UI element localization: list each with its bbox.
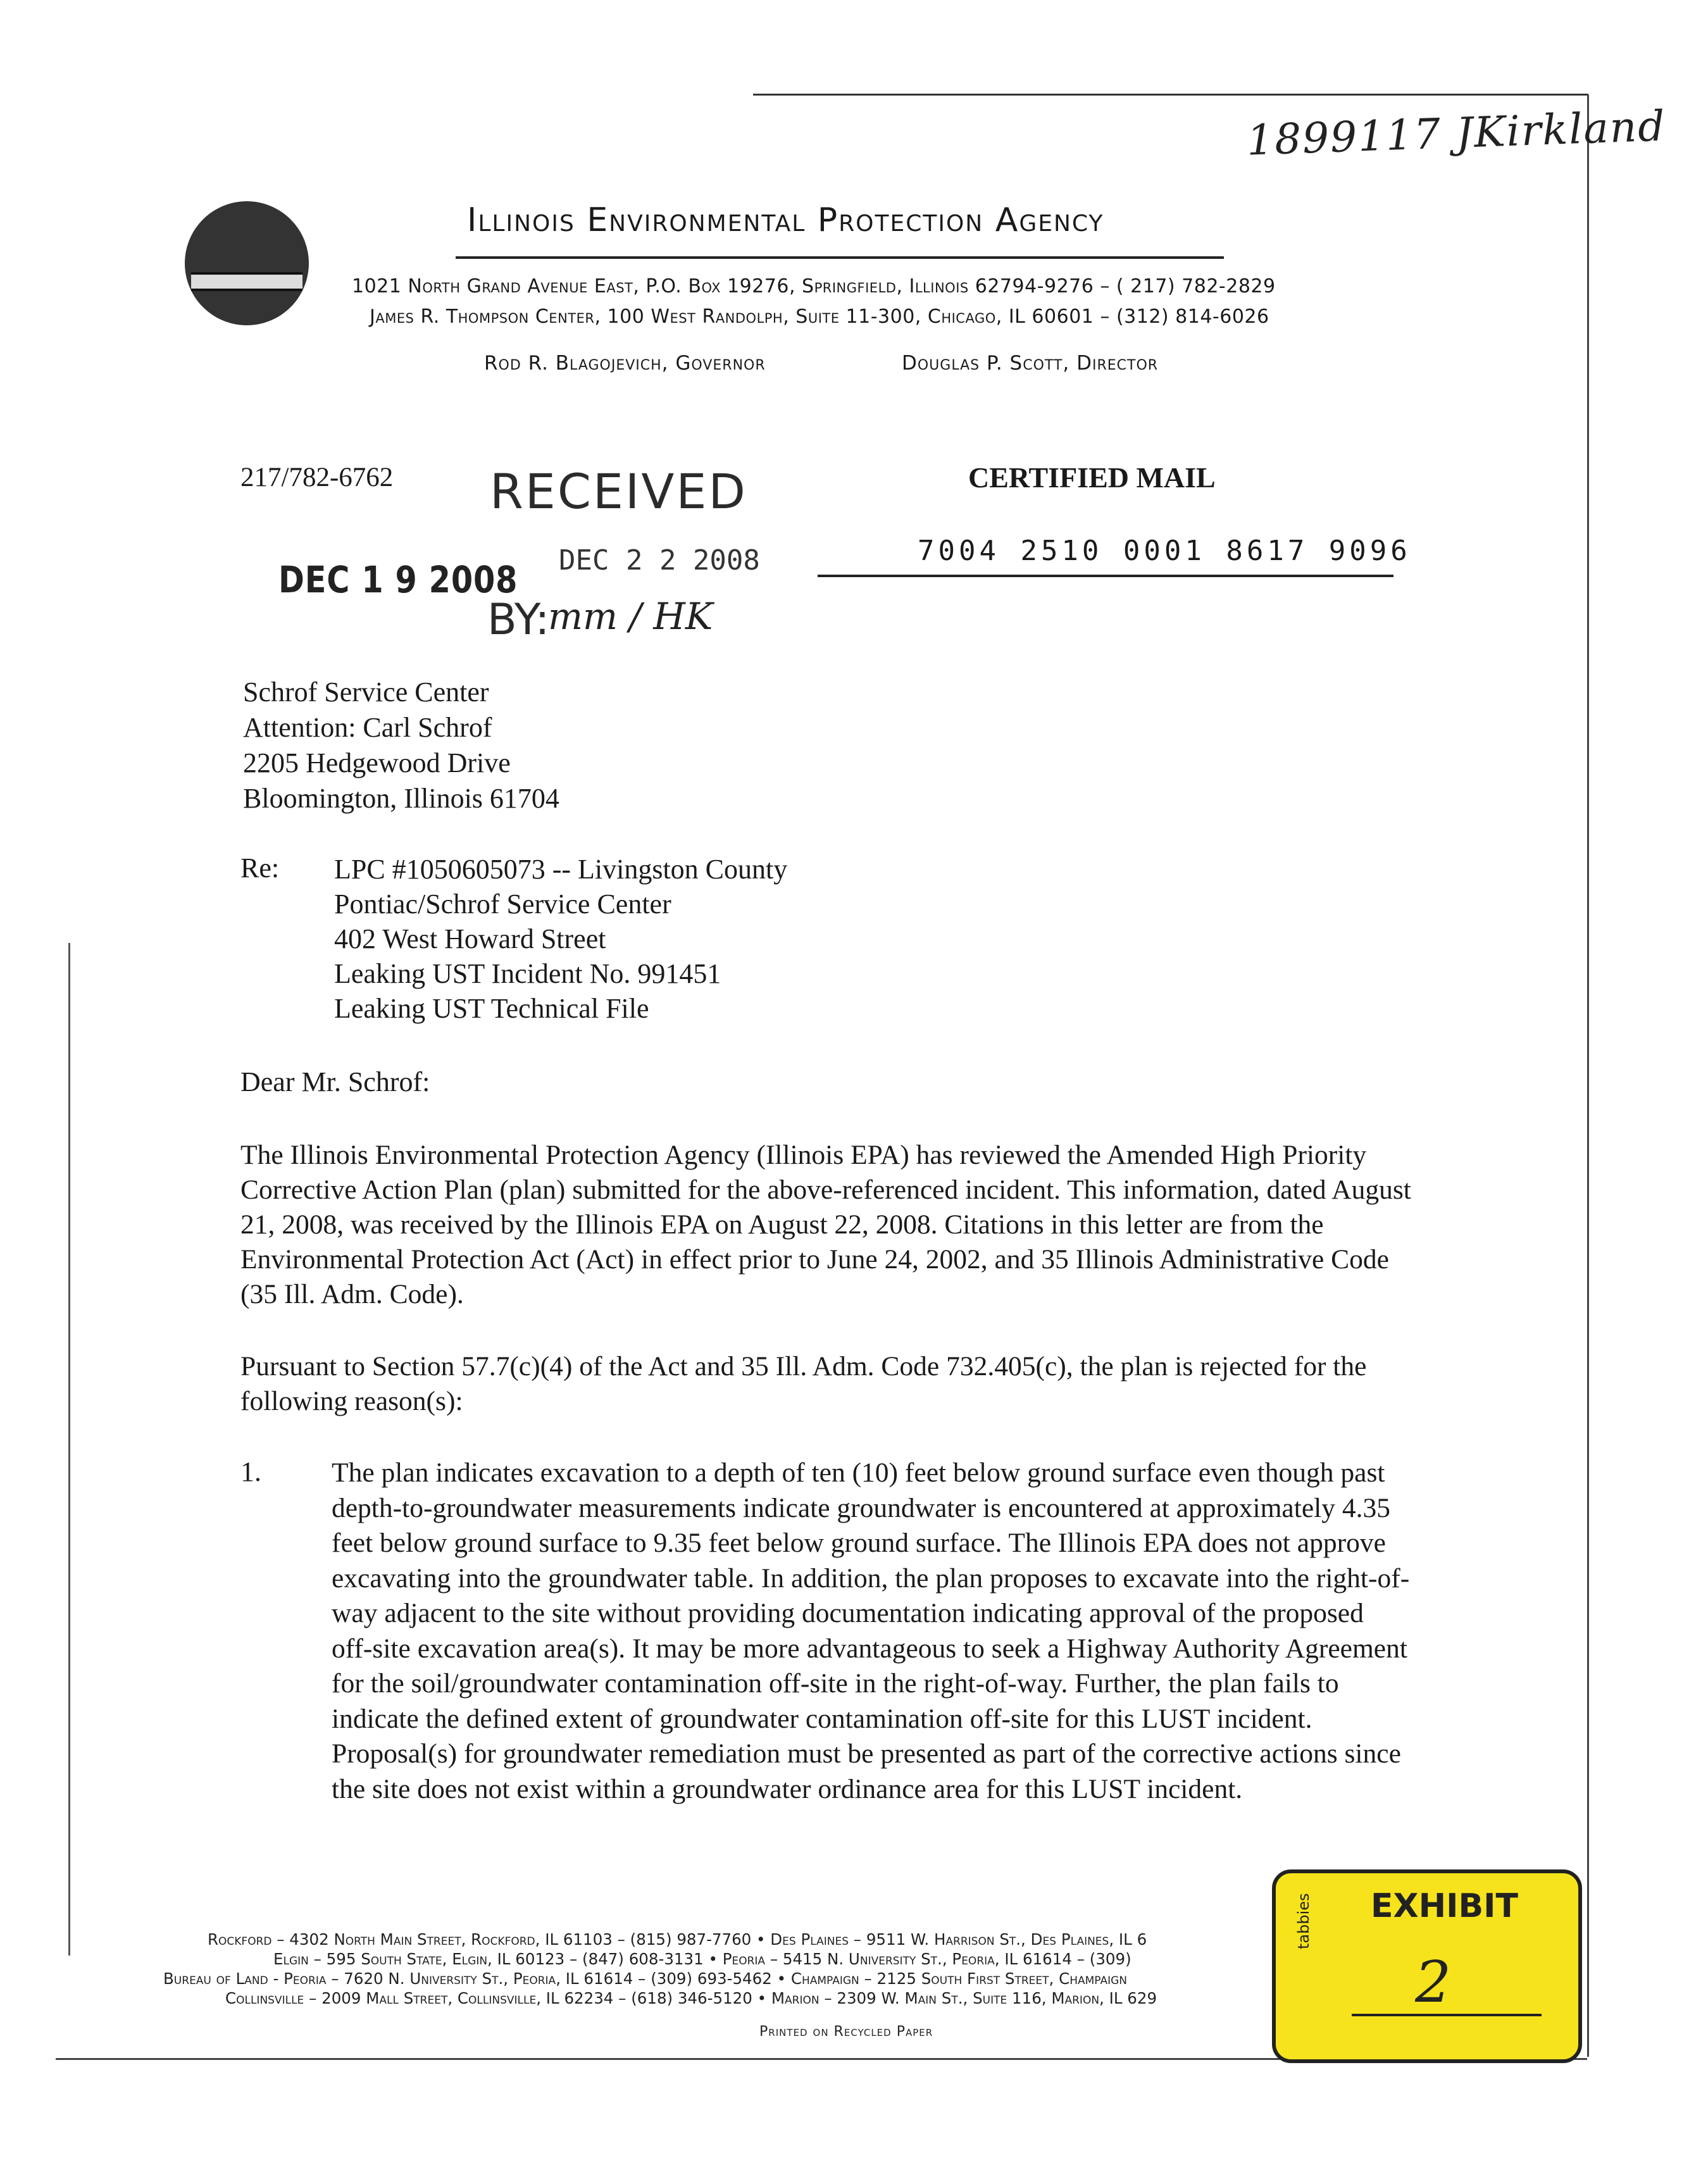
reason-number: 1.: [240, 1456, 261, 1487]
tracking-underline: [818, 575, 1393, 577]
date-stamp: DEC 1 9 2008: [278, 558, 518, 601]
frame-top-line: [753, 94, 1588, 96]
received-stamp-date: DEC 2 2 2008: [559, 544, 760, 577]
agency-seal-icon: [185, 201, 309, 325]
rejection-paragraph: Pursuant to Section 57.7(c)(4) of the Act and 35 Ill. Adm. Code 732.405(c), the plan is rejected for the following reason(s):: [240, 1351, 1367, 1416]
footer-offices-line: Collinsville – 2009 Mall Street, Collinsville, IL 62234 – (618) 346-5120 • Marion – 2309 W. Main St., Suite 116, Marion, IL 629: [225, 1989, 1157, 2007]
recipient-line: Schrof Service Center: [243, 677, 489, 708]
received-stamp-label: RECEIVED: [490, 463, 747, 520]
recipient-line: Attention: Carl Schrof: [243, 712, 492, 743]
recipient-line: Bloomington, Illinois 61704: [243, 783, 559, 814]
exhibit-title: EXHIBIT: [1371, 1887, 1518, 1925]
review-paragraph: The Illinois Environmental Protection Agency (Illinois EPA) has reviewed the Amended High Priority Corrective Action Plan (plan) submitted for the above-referenced incident. This information, dated August 21, 2008, was received by the Illinois EPA on August 22, 2008. Citations in this letter are from the Environmental Protection Act (Act) in effect prior to June 24, 2002, and 35 Illinois Administrative Code (35 Ill. Adm. Code).: [240, 1140, 1411, 1309]
recycled-paper-note: Printed on Recycled Paper: [759, 2024, 933, 2040]
footer-offices-line: Elgin – 595 South State, Elgin, IL 60123 – (847) 608-3131 • Peoria – 5415 N. University St., Peoria, IL 61614 – (309): [273, 1950, 1131, 1968]
reference-line: 402 West Howard Street: [334, 923, 606, 954]
agency-name: Illinois Environmental Protection Agency: [467, 201, 1104, 239]
certified-tracking-number: 7004 2510 0001 8617 9096: [918, 535, 1411, 567]
exhibit-number: 2: [1415, 1949, 1452, 2016]
director-name: Douglas P. Scott, Director: [902, 352, 1159, 375]
contact-phone: 217/782-6762: [240, 463, 394, 492]
recipient-address: [243, 675, 559, 816]
governor-name: Rod R. Blagojevich, Governor: [484, 352, 766, 375]
frame-left-line: [68, 943, 70, 1956]
footer-offices-line: Bureau of Land - Peoria – 7620 N. University St., Peoria, IL 61614 – (309) 693-5462 • Champaign – 2125 South First Street, Champaign: [163, 1969, 1127, 1988]
recipient-line: 2205 Hedgewood Drive: [243, 747, 511, 778]
letterhead-rule: [456, 256, 1224, 259]
salutation: Dear Mr. Schrof:: [240, 1066, 430, 1097]
springfield-address: 1021 North Grand Avenue East, P.O. Box 19276, Springfield, Illinois 62794-9276 – ( 217) 782-2829: [352, 275, 1276, 297]
chicago-address: James R. Thompson Center, 100 West Randolph, Suite 11-300, Chicago, IL 60601 – (312) 814-6026: [370, 306, 1269, 328]
exhibit-brand: tabbies: [1295, 1893, 1312, 1949]
re-label: Re:: [240, 852, 280, 883]
received-initials: mm / HK: [548, 595, 713, 638]
reference-line: Leaking UST Incident No. 991451: [334, 958, 721, 989]
received-by-label: BY:: [487, 595, 550, 645]
frame-right-line: [1587, 95, 1589, 2057]
handwritten-file-note: 1899117 JKirkland: [1245, 101, 1667, 165]
footer-offices-line: Rockford – 4302 North Main Street, Rockford, IL 61103 – (815) 987-7760 • Des Plaines – 9511 W. Harrison St., Des Plaines, IL 6: [208, 1930, 1147, 1949]
reference-line: Pontiac/Schrof Service Center: [334, 889, 671, 920]
reference-line: LPC #1050605073 -- Livingston County: [334, 854, 788, 885]
reference-line: Leaking UST Technical File: [334, 993, 649, 1024]
reason-text: The plan indicates excavation to a depth of ten (10) feet below ground surface even though past depth-to-groundwater measurements indicate groundwater is encountered at approximately 4.35 feet below ground surface to 9.35 feet below ground surface. The Illinois EPA does not approve excavating into the groundwater table. In addition, the plan proposes to excavate into the right-of-way adjacent to the site without providing documentation indicating approval of the proposed off-site excavation area(s). It may be more advantageous to seek a Highway Authority Agreement for the soil/groundwater contamination off-site in the right-of-way. Further, the plan fails to indicate the defined extent of groundwater contamination off-site for this LUST incident. Proposal(s) for groundwater remediation must be presented as part of the corrective actions since the site does not exist within a groundwater ordinance area for this LUST incident.: [332, 1457, 1410, 1804]
exhibit-underline: [1352, 2014, 1542, 2016]
certified-mail-label: CERTIFIED MAIL: [968, 461, 1216, 494]
exhibit-sticker: [1272, 1869, 1582, 2063]
reference-block: [334, 852, 787, 1026]
